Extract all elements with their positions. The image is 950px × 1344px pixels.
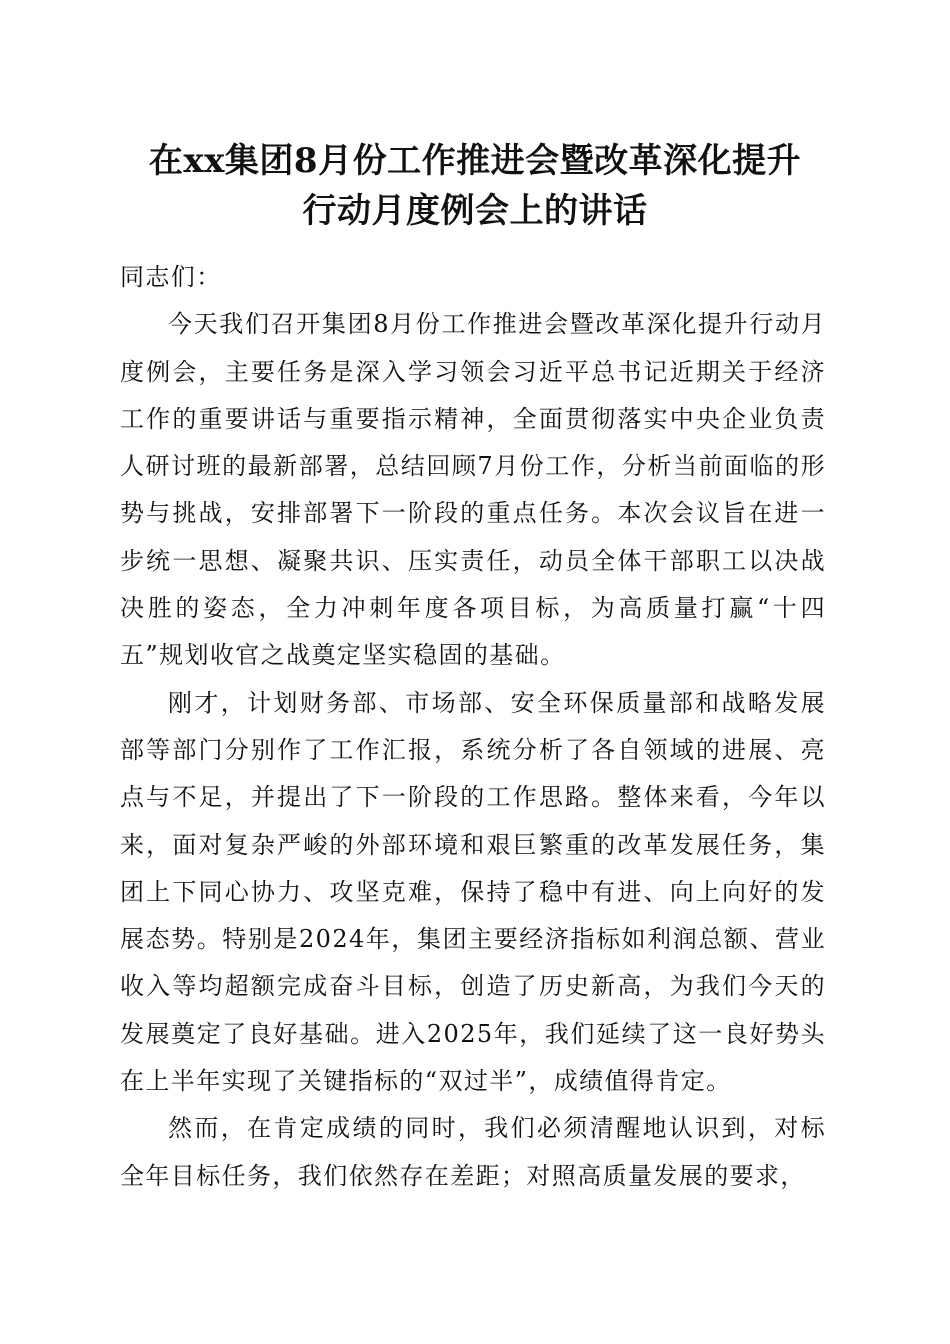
paragraph-3: 然而，在肯定成绩的同时，我们必须清醒地认识到，对标全年目标任务，我们依然存在差距；对照高质量发展的要求， xyxy=(120,1114,826,1190)
document-body xyxy=(120,254,826,1200)
paragraph-1: 今天我们召开集团8月份工作推进会暨改革深化提升行动月度例会，主要任务是深入学习领会习近平总书记近期关于经济工作的重要讲话与重要指示精神，全面贯彻落实中央企业负责人研讨班的最新部署，总结回顾7月份工作，分析当前面临的形势与挑战，安排部署下一阶段的重点任务。本次会议旨在进一步统一思想、凝聚共识、压实责任，动员全体干部职工以决战决胜的姿态，全力冲刺年度各项目标，为高质量打赢“十四五”规划收官之战奠定坚实稳固的基础。 xyxy=(120,310,826,670)
title-line-1: 在xx集团8月份工作推进会暨改革深化提升 xyxy=(148,141,802,181)
title-line-2: 行动月度例会上的讲话 xyxy=(302,191,648,231)
paragraph-2: 刚才，计划财务部、市场部、安全环保质量部和战略发展部等部门分别作了工作汇报，系统分析了各自领域的进展、亮点与不足，并提出了下一阶段的工作思路。整体来看，今年以来，面对复杂严峻的外部环境和艰巨繁重的改革发展任务，集团上下同心协力、攻坚克难，保持了稳中有进、向上向好的发展态势。特别是2024年，集团主要经济指标如利润总额、营业收入等均超额完成奋斗目标，创造了历史新高，为我们今天的发展奠定了良好基础。进入2025年，我们延续了这一良好势头在上半年实现了关键指标的“双过半”，成绩值得肯定。 xyxy=(120,688,826,1096)
greeting: 同志们： xyxy=(120,263,222,291)
document-title xyxy=(110,136,840,236)
